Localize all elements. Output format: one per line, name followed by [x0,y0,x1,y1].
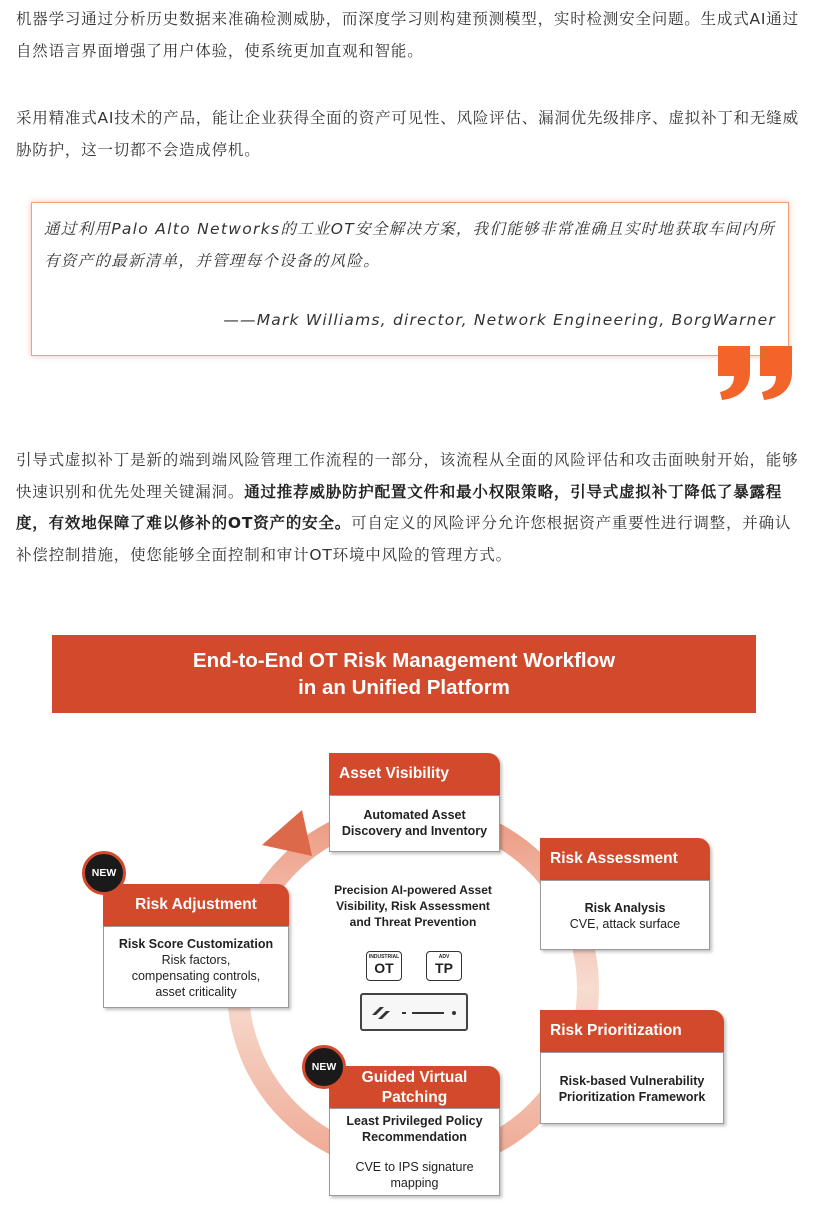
paragraph-ai-intro: 机器学习通过分析历史数据来准确检测威胁，而深度学习则构建预测模型，实时检测安全问题。生成式AI通过自然语言界面增强了用户体验，使系统更加直观和智能。 [16,10,799,60]
center-line3: and Threat Prevention [349,915,477,929]
asset-visibility-header: Asset Visibility [329,753,500,795]
advanced-tp-logo-small: ADV [438,954,450,960]
advanced-tp-logo-big: TP [435,960,453,976]
new-badge-guided-patching: NEW [302,1045,346,1089]
center-line1: Precision AI-powered Asset [334,883,492,897]
industrial-ot-logo-big: OT [374,960,394,976]
industrial-ot-logo-icon [366,951,402,981]
risk-prioritization-header: Risk Prioritization [540,1010,724,1052]
paragraph-precision-ai: 采用精准式AI技术的产品，能让企业获得全面的资产可见性、风险评估、漏洞优先级排序、虚拟补丁和无缝威胁防护，这一切都不会造成停机。 [16,109,799,159]
risk-adjustment-header: Risk Adjustment [103,884,289,926]
diagram-title-line2: in an Unified Platform [298,676,510,699]
firewall-appliance-icon [360,993,468,1031]
risk-assessment-card [540,880,710,950]
guided-patching-line3: CVE to IPS signature [355,1160,474,1174]
guided-patching-line2: Recommendation [362,1130,467,1144]
risk-prioritization-line2: Prioritization Framework [558,1090,706,1104]
quote-box [31,202,789,356]
paragraph-guided-patching [16,445,806,571]
risk-adjustment-line1: Risk Score Customization [118,937,274,951]
quote-text: 通过利用Palo Alto Networks的工业OT安全解决方案，我们能够非常准确且实时地获取车间内所有资产的最新清单，并管理每个设备的风险。 [44,220,776,270]
asset-visibility-line1: Automated Asset [363,808,466,822]
risk-adjustment-line2: Risk factors, [161,953,231,967]
industrial-ot-logo-small: INDUSTRIAL [368,954,400,960]
guided-patching-head-line1: Guided Virtual [361,1069,468,1086]
risk-assessment-header: Risk Assessment [540,838,710,880]
center-description [318,882,508,930]
guided-patching-card [329,1108,500,1196]
quote-author: ——Mark Williams, director, Network Engineering, BorgWarner [223,311,776,329]
risk-assessment-line2: CVE, attack surface [569,917,681,931]
guided-patching-line4: mapping [390,1176,439,1190]
advanced-tp-logo-icon [426,951,462,981]
risk-adjustment-line4: asset criticality [155,985,237,999]
guided-patching-header [329,1066,500,1108]
risk-prioritization-card [540,1052,724,1124]
asset-visibility-line2: Discovery and Inventory [341,824,488,838]
workflow-diagram [0,620,818,1212]
risk-assessment-line1: Risk Analysis [584,901,666,915]
firewall-appliance-graphic [362,995,466,1029]
guided-patching-head-line2: Patching [381,1089,448,1106]
new-badge-risk-adjustment: NEW [82,851,126,895]
guided-patching-line1: Least Privileged Policy [346,1114,483,1128]
risk-prioritization-line1: Risk-based Vulnerability [559,1074,705,1088]
asset-visibility-card [329,795,500,852]
diagram-title-line1: End-to-End OT Risk Management Workflow [192,649,616,672]
risk-adjustment-line3: compensating controls, [131,969,261,983]
closing-quote-icon [716,344,796,402]
center-line2: Visibility, Risk Assessment [336,899,490,913]
paragraph-guided-patching-bold: 通过推荐威胁防护配置文件和最小权限策略，引导式虚拟补丁降低了暴露程度，有效地保障了难以修补的OT资产的安全。 [16,482,783,532]
risk-adjustment-card [103,926,289,1008]
paragraph-guided-patching-end: 可自定义的风险评分允许您根据资产重要性进行调整，并确认补偿控制措施，使您能够全面控制和审计OT环境中风险的管理方式。 [16,514,792,564]
paragraph-guided-patching-start: 引导式虚拟补丁是新的端到端风险管理工作流程的一部分，该流程从全面的风险评估和攻击面映射开始，能够快速识别和优先处理关键漏洞。 [16,451,799,501]
